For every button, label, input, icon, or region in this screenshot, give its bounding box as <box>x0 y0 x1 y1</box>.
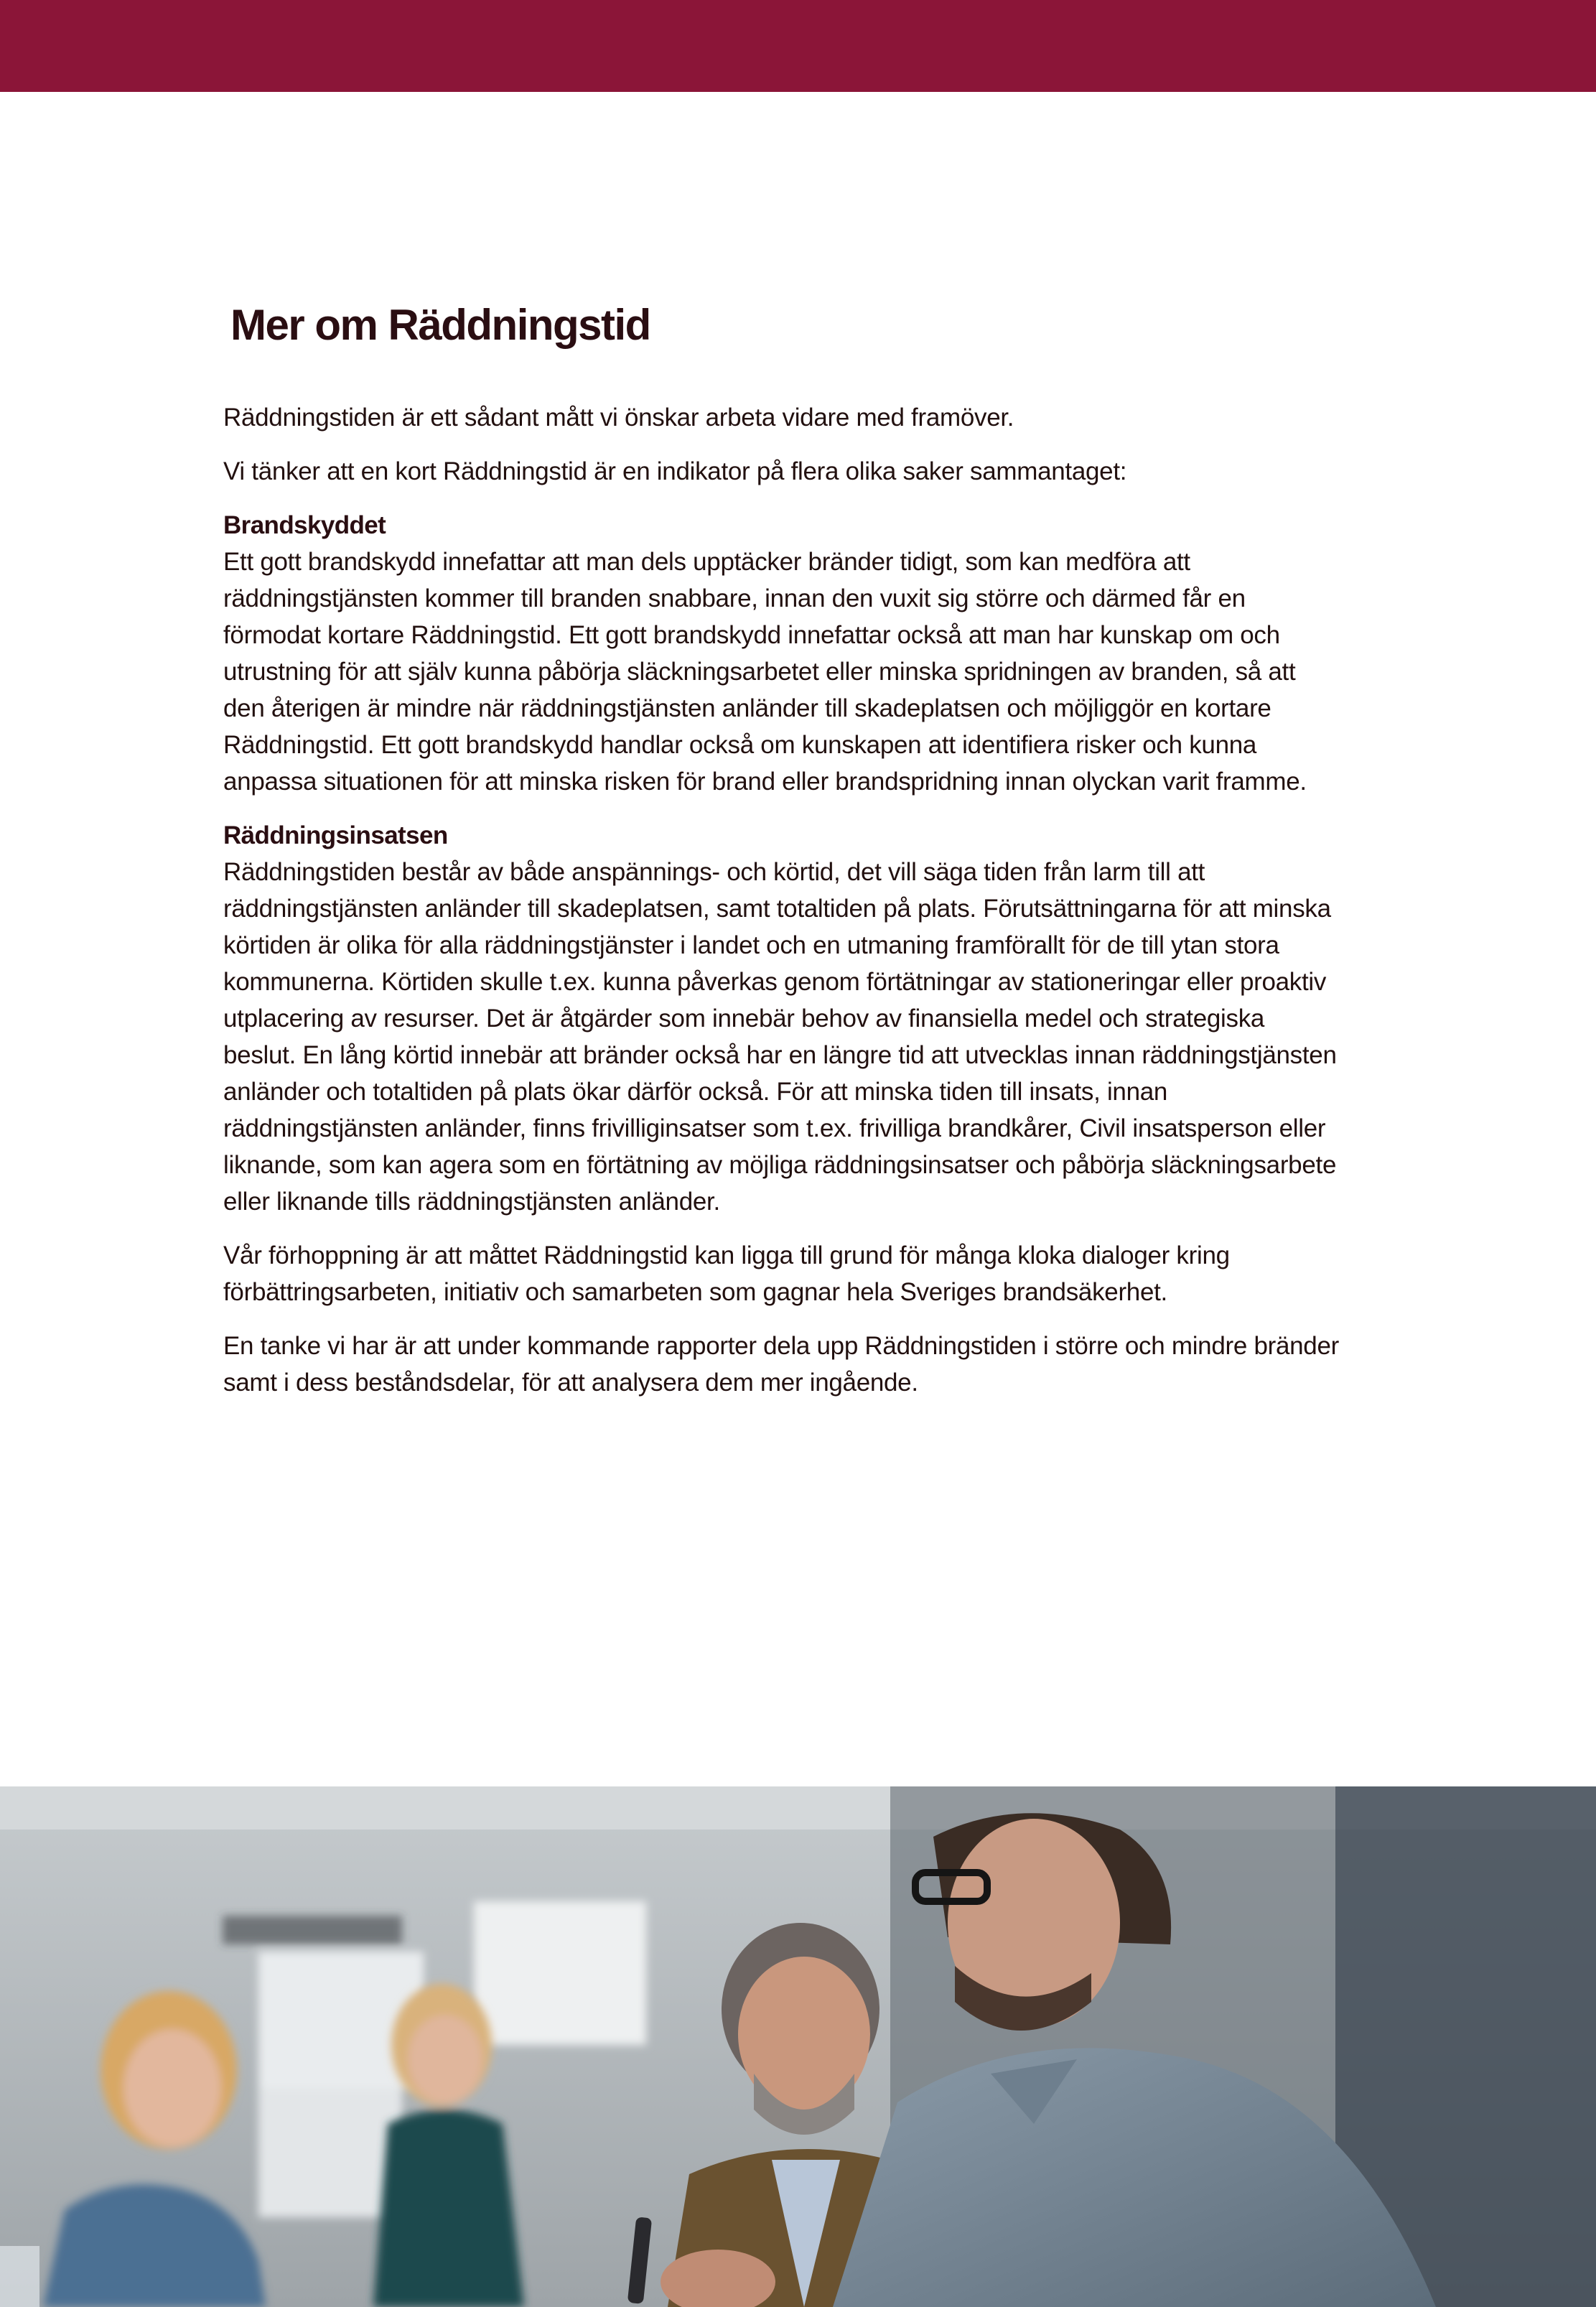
section-raddningsinsatsen <box>223 817 1343 1220</box>
sketch-board-2 <box>474 1901 646 2045</box>
closing-paragraph-1: Vår förhoppning är att måttet Räddningstid kan ligga till grund för många kloka dialoger kring förbättringsarbeten, initiativ och samarbeten som gagnar hela Sveriges brandsäkerhet. <box>223 1241 1230 1306</box>
intro-paragraph-2: Vi tänker att en kort Räddningstid är en indikator på flera olika saker sammantaget: <box>223 457 1127 485</box>
section-title-raddningsinsatsen: Räddningsinsatsen <box>223 821 448 849</box>
section-brandskyddet <box>223 507 1343 800</box>
ac-unit <box>223 1916 402 1944</box>
sketch-board-3 <box>258 2088 402 2217</box>
section-body-raddningsinsatsen: Räddningstiden består av både anspännings- och körtid, det vill säga tiden från larm till att räddningstjänsten anländer till skadeplatsen, samt totaltiden på plats. Förutsättningarna för att minska körtiden är olika för alla räddningstjänster i landet och en utmaning framförallt för de till ytan stora kommunerna. Körtiden skulle t.ex. kunna påverkas genom förtätningar av stationeringar eller proaktiv utplacering av resurser. Det är åtgärder som innebär behov av finansiella medel och strategiska beslut. En lång körtid innebär att bränder också har en längre tid att utvecklas innan räddningstjänsten anländer och totaltiden på plats ökar därför också. För att minska tiden till insats, innan räddningstjänsten anländer, finns frivilliginsatser som t.ex. frivilliga brandkårer, Civil insatsperson eller liknande, som kan agera som en förtätning av möjliga räddningsinsatser och påbörja släckningsarbete eller liknande tills räddningstjänsten anländer. <box>223 858 1337 1216</box>
section-title-brandskyddet: Brandskyddet <box>223 511 386 539</box>
meeting-illustration <box>0 1786 1596 2307</box>
water-glass <box>0 2246 39 2307</box>
meeting-photo <box>0 1786 1596 2307</box>
intro-paragraph-1: Räddningstiden är ett sådant mått vi önskar arbeta vidare med framöver. <box>223 404 1014 432</box>
section-body-brandskyddet: Ett gott brandskydd innefattar att man dels upptäcker bränder tidigt, som kan medföra att räddningstjänsten kommer till branden snabbare, innan den vuxit sig större och därmed får en förmodat kortare Räddningstid. Ett gott brandskydd innefattar också att man har kunskap om och utrustning för att själv kunna påbörja släckningsarbetet eller minska spridningen av branden, så att den återigen är mindre när räddningstjänsten anländer till skadeplatsen och möjliggör en kortare Räddningstid. Ett gott brandskydd handlar också om kunskapen att identifiera risker och kunna anpassa situationen för att minska risken för brand eller brandspridning innan olyckan varit framme. <box>223 548 1307 796</box>
closing-paragraph-2: En tanke vi har är att under kommande rapporter dela upp Räddningstiden i större och mindre bränder samt i dess beståndsdelar, för att analysera dem mer ingående. <box>223 1332 1339 1397</box>
page-title: Mer om Räddningstid <box>230 301 650 349</box>
article <box>223 293 1343 1418</box>
top-color-band <box>0 0 1596 92</box>
